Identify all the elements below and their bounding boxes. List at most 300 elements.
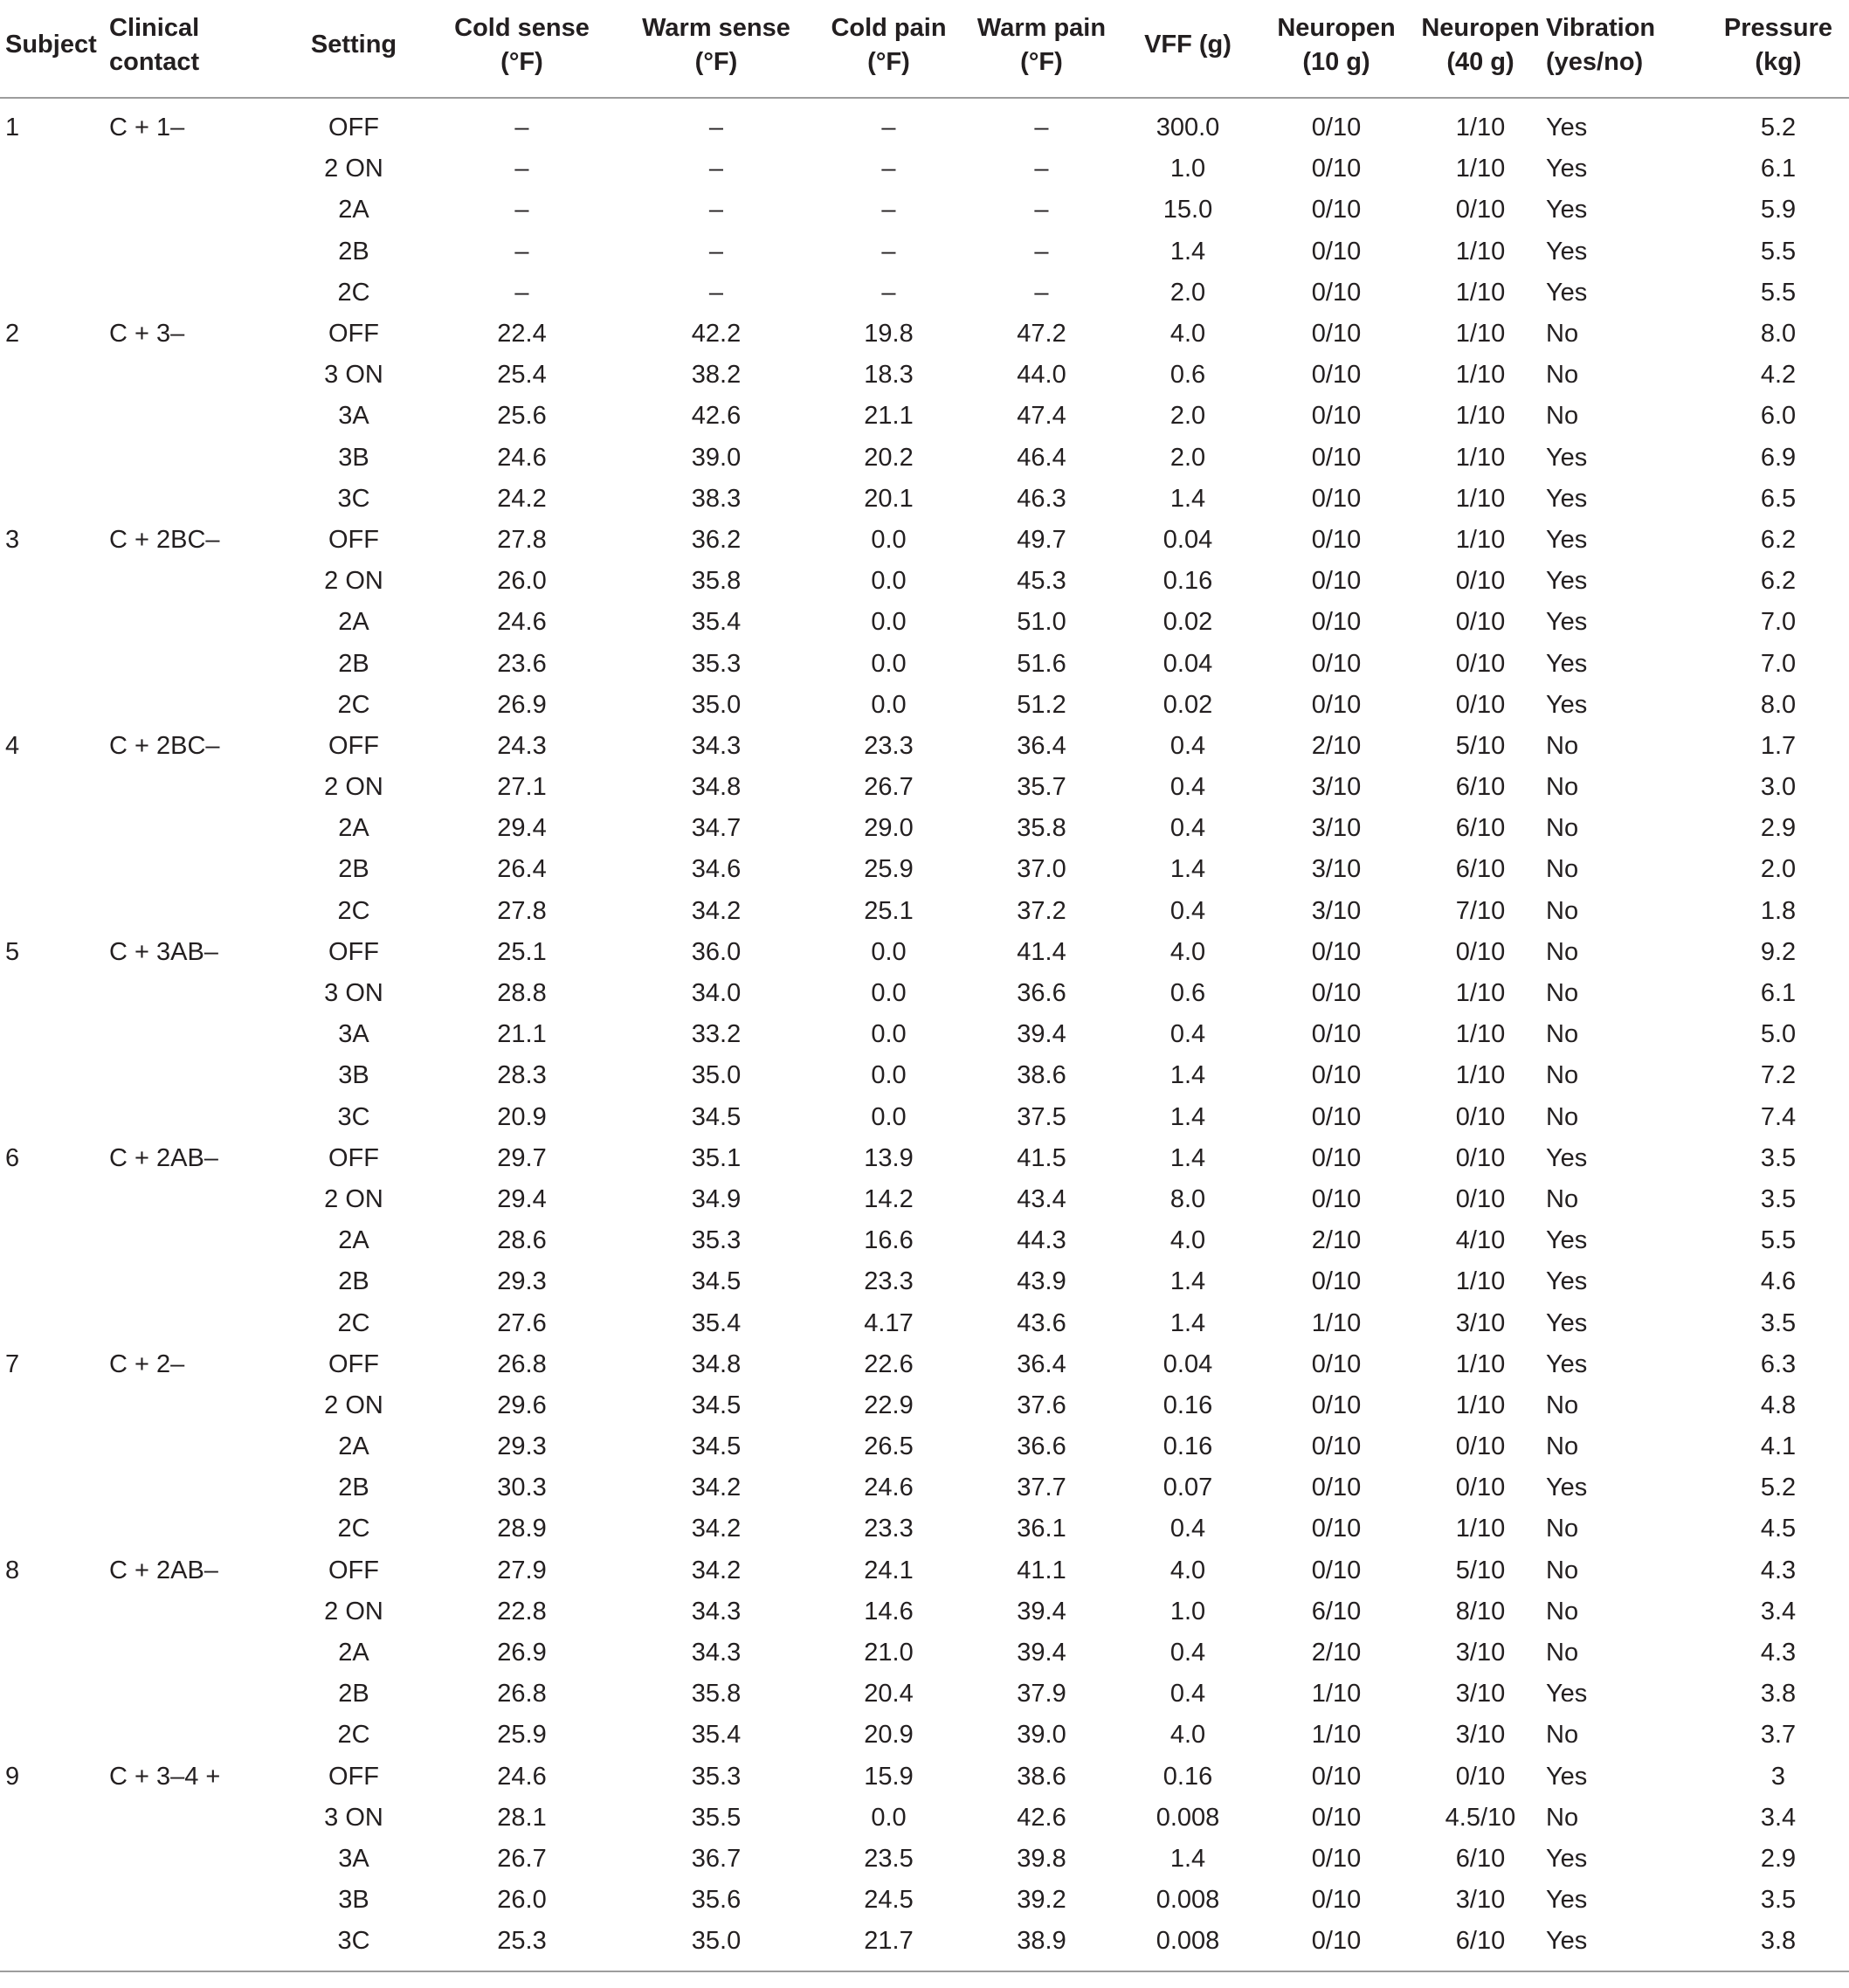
cell-subject [0,1302,109,1343]
cell-vibration: Yes [1546,484,1588,513]
cell-clinical-contact [109,1467,284,1508]
cell-clinical-contact [109,1880,284,1921]
cell-cold-pain: 0.0 [871,608,907,637]
cell-cold-pain: 20.4 [864,1680,914,1708]
cell-setting: 2C [337,1308,370,1337]
cell-warm-sense: 34.8 [691,773,742,802]
cell-cold-sense: 28.9 [497,1515,547,1543]
cell-subject [0,231,109,273]
cell-warm-sense: 34.5 [691,1432,742,1461]
cell-vff: 1.4 [1169,484,1206,513]
cell-cold-pain: 0.0 [871,979,907,1008]
cell-vff: 0.008 [1156,1886,1220,1915]
cell-cold-sense: 24.6 [497,608,547,637]
cell-setting: OFF [328,731,379,760]
cell-vibration: No [1546,1556,1579,1584]
cell-warm-pain: 43.6 [1017,1308,1066,1337]
cell-warm-sense: 35.3 [691,1762,742,1791]
table-row [0,1261,1849,1302]
cell-clinical-contact [109,808,284,849]
cell-vff: 0.4 [1169,1639,1206,1667]
cell-vibration: No [1546,320,1579,349]
cell-subject: 3 [5,525,20,554]
cell-neuropen-10g: 1/10 [1311,1680,1362,1708]
table-row [0,1550,1849,1591]
cell-cold-pain: 29.0 [864,814,914,843]
cell-neuropen-40g: 1/10 [1455,237,1506,266]
cell-warm-sense: 35.5 [691,1803,742,1832]
cell-neuropen-10g: 0/10 [1311,1267,1362,1296]
cell-neuropen-40g: 3/10 [1455,1721,1506,1750]
cell-setting: 2B [338,855,369,884]
cell-cold-sense: – [514,196,529,224]
table-row [0,1467,1849,1508]
cell-neuropen-10g: 0/10 [1311,608,1362,637]
cell-clinical-contact [109,1302,284,1343]
cell-warm-sense: 35.0 [691,1061,742,1090]
cell-clinical-contact [109,1179,284,1220]
cell-neuropen-40g: 5/10 [1455,731,1506,760]
cell-vibration: No [1546,1432,1579,1461]
cell-warm-pain: 35.7 [1017,773,1066,802]
cell-neuropen-10g: 0/10 [1311,1349,1362,1378]
cell-warm-pain: 38.6 [1017,1762,1066,1791]
cell-pressure: 6.2 [1760,567,1797,596]
cell-vff: 0.16 [1163,1432,1213,1461]
table-row [0,1138,1849,1179]
cell-neuropen-40g: 1/10 [1455,155,1506,183]
cell-neuropen-40g: 1/10 [1455,979,1506,1008]
table-row [0,1757,1849,1798]
cell-clinical-contact [109,1591,284,1633]
cell-cold-pain: 18.3 [864,361,914,390]
cell-cold-sense: 29.3 [497,1432,547,1461]
cell-neuropen-40g: 0/10 [1455,608,1506,637]
cell-neuropen-40g: 4/10 [1455,1226,1506,1255]
cell-warm-pain: 37.6 [1017,1391,1066,1419]
cell-cold-pain: 0.0 [871,937,907,966]
cell-cold-sense: 21.1 [497,1020,547,1049]
table-row [0,643,1849,684]
cell-setting: 3 ON [324,1803,383,1832]
cell-subject [0,1715,109,1756]
cell-vibration: Yes [1546,690,1588,719]
cell-neuropen-40g: 6/10 [1455,855,1506,884]
cell-cold-pain: 22.6 [864,1349,914,1378]
cell-warm-pain: 36.6 [1017,979,1066,1008]
header-vibration [1546,0,1708,98]
cell-neuropen-10g: 0/10 [1311,1762,1362,1791]
cell-cold-pain: 0.0 [871,567,907,596]
cell-warm-sense: 35.3 [691,649,742,678]
cell-vff: 0.008 [1156,1803,1220,1832]
cell-warm-pain: 36.1 [1017,1515,1066,1543]
cell-neuropen-10g: 3/10 [1311,814,1362,843]
cell-vibration: Yes [1546,1680,1588,1708]
cell-pressure: 5.2 [1760,114,1797,142]
cell-vff: 15.0 [1163,196,1213,224]
cell-clinical-contact [109,1921,284,1971]
cell-pressure: 7.0 [1760,608,1797,637]
cell-neuropen-10g: 3/10 [1311,896,1362,925]
cell-pressure: 5.5 [1760,278,1797,307]
cell-warm-sense: 35.4 [691,608,742,637]
cell-warm-pain: 37.9 [1017,1680,1066,1708]
cell-setting: 2C [337,896,370,925]
cell-vff: 0.4 [1169,1515,1206,1543]
cell-cold-pain: 0.0 [871,649,907,678]
cell-subject [0,1261,109,1302]
cell-warm-sense: 34.3 [691,1597,742,1626]
cell-subject [0,1880,109,1921]
cell-setting: OFF [328,525,379,554]
cell-subject [0,808,109,849]
cell-cold-pain: 25.1 [864,896,914,925]
table-row [0,1179,1849,1220]
cell-vibration: No [1546,731,1579,760]
cell-neuropen-10g: 0/10 [1311,1474,1362,1502]
cell-vff: 0.4 [1169,731,1206,760]
cell-warm-pain: 37.0 [1017,855,1066,884]
cell-cold-sense: 29.4 [497,814,547,843]
cell-neuropen-40g: 1/10 [1455,484,1506,513]
cell-warm-sense: – [708,237,724,266]
cell-warm-pain: 45.3 [1017,567,1066,596]
cell-neuropen-40g: 6/10 [1415,1921,1546,1971]
cell-clinical-contact [109,1674,284,1715]
cell-subject [0,685,109,726]
cell-neuropen-40g: 3/10 [1455,1639,1506,1667]
header-vibration-line: (yes/no) [1546,47,1644,76]
cell-pressure: 3 [1770,1762,1786,1791]
cell-warm-pain: 39.2 [1017,1886,1066,1915]
cell-cold-sense: 24.2 [497,484,547,513]
cell-warm-sense: 35.0 [620,1921,812,1971]
cell-warm-sense: 34.2 [691,896,742,925]
cell-setting: 3B [338,1061,369,1090]
cell-pressure: 5.5 [1760,1226,1797,1255]
cell-cold-sense: 26.9 [497,1639,547,1667]
cell-pressure: 4.1 [1760,1432,1797,1461]
cell-subject [0,1633,109,1674]
cell-pressure: 3.5 [1760,1308,1797,1337]
cell-subject [0,1674,109,1715]
cell-warm-sense: 35.4 [691,1721,742,1750]
cell-vibration: No [1546,1639,1579,1667]
cell-pressure: 2.9 [1760,814,1797,843]
cell-warm-sense: 34.2 [691,1474,742,1502]
cell-warm-sense: – [708,278,724,307]
cell-cold-sense: 29.7 [497,1143,547,1172]
cell-vibration: Yes [1546,1844,1588,1873]
cell-neuropen-40g: 0/10 [1455,1102,1506,1131]
cell-warm-pain: 39.0 [1017,1721,1066,1750]
cell-cold-pain: – [881,114,896,142]
cell-warm-sense: 38.3 [691,484,742,513]
cell-pressure: 3.8 [1708,1921,1849,1971]
header-vff-line: VFF (g) [1144,31,1232,59]
cell-subject [0,1798,109,1839]
cell-cold-sense: 27.9 [497,1556,547,1584]
table-row [0,891,1849,932]
cell-cold-pain: 26.5 [864,1432,914,1461]
header-setting-line: Setting [310,31,397,59]
cell-neuropen-10g: 0/10 [1311,196,1362,224]
header-warm-sense-line: Warm sense [642,13,790,42]
cell-neuropen-10g: 0/10 [1311,114,1362,142]
cell-subject [0,1508,109,1550]
cell-neuropen-40g: 1/10 [1455,402,1506,431]
cell-clinical-contact [109,1261,284,1302]
cell-cold-sense: 26.0 [497,567,547,596]
cell-cold-sense: – [514,278,529,307]
cell-vff: 0.4 [1169,773,1206,802]
cell-vff: 1.4 [1169,237,1206,266]
cell-vff: 0.04 [1163,525,1213,554]
cell-cold-pain: 21.7 [812,1921,965,1971]
cell-cold-pain: 24.6 [864,1474,914,1502]
cell-clinical-contact: C + 3– [109,320,185,349]
cell-setting: 3A [338,402,369,431]
cell-setting: 3C [337,1102,370,1131]
cell-neuropen-10g: 3/10 [1311,773,1362,802]
cell-neuropen-40g: 0/10 [1455,690,1506,719]
cell-cold-sense: 26.9 [497,690,547,719]
cell-neuropen-10g: 0/10 [1311,155,1362,183]
cell-warm-pain: – [1034,278,1049,307]
cell-neuropen-40g: 1/10 [1455,1349,1506,1378]
cell-warm-pain: 51.2 [1017,690,1066,719]
cell-pressure: 5.9 [1760,196,1797,224]
cell-setting: 2 ON [324,567,383,596]
cell-cold-pain: – [881,278,896,307]
cell-subject [0,1220,109,1261]
cell-cold-pain: 0.0 [871,1803,907,1832]
cell-vff: 0.6 [1169,361,1206,390]
cell-subject [0,1179,109,1220]
cell-neuropen-10g: 0/10 [1311,567,1362,596]
cell-neuropen-40g: 3/10 [1455,1886,1506,1915]
cell-setting: 2C [337,1515,370,1543]
cell-neuropen-10g: 0/10 [1311,237,1362,266]
header-setting [284,0,424,98]
cell-subject [0,1014,109,1055]
cell-setting: 2 ON [324,1184,383,1213]
cell-neuropen-10g: 0/10 [1311,1844,1362,1873]
cell-vibration: No [1546,1803,1579,1832]
table-row [0,1344,1849,1385]
header-pressure-line: (kg) [1755,47,1802,76]
cell-vff: 1.0 [1169,1597,1206,1626]
cell-cold-sense: 20.9 [497,1102,547,1131]
cell-cold-sense: 27.6 [497,1308,547,1337]
cell-pressure: 2.0 [1760,855,1797,884]
cell-warm-pain: 43.4 [1017,1184,1066,1213]
cell-subject: 5 [5,937,20,966]
cell-neuropen-40g: 1/10 [1455,1391,1506,1419]
cell-pressure: 4.2 [1760,361,1797,390]
cell-warm-sense: 36.7 [691,1844,742,1873]
cell-vff: 0.4 [1169,814,1206,843]
cell-setting: 2C [337,1721,370,1750]
cell-vibration: No [1546,1102,1579,1131]
cell-neuropen-10g: 0/10 [1311,1803,1362,1832]
cell-warm-sense: 42.2 [691,320,742,349]
cell-neuropen-10g: 3/10 [1311,855,1362,884]
table-row [0,1633,1849,1674]
header-clinical-contact-line: Clinical [109,13,200,42]
cell-neuropen-10g: 0/10 [1311,937,1362,966]
cell-vff: 0.04 [1163,649,1213,678]
cell-vff: 0.4 [1169,1020,1206,1049]
cell-neuropen-10g: 0/10 [1311,402,1362,431]
cell-cold-pain: 23.3 [864,1515,914,1543]
cell-neuropen-10g: 0/10 [1311,1184,1362,1213]
table-row [0,1220,1849,1261]
header-warm-pain-line: (°F) [1020,47,1063,76]
cell-pressure: 4.3 [1760,1639,1797,1667]
cell-setting: OFF [328,937,379,966]
cell-warm-pain: 37.5 [1017,1102,1066,1131]
cell-neuropen-10g: 2/10 [1311,1226,1362,1255]
cell-warm-pain: 51.0 [1017,608,1066,637]
cell-setting: 3 ON [324,361,383,390]
cell-vibration: Yes [1546,608,1588,637]
cell-warm-pain: 37.2 [1017,896,1066,925]
cell-pressure: 3.4 [1760,1803,1797,1832]
cell-vibration: Yes [1546,1886,1588,1915]
cell-clinical-contact [109,643,284,684]
cell-cold-sense: 23.6 [497,649,547,678]
cell-warm-sense: 34.6 [691,855,742,884]
cell-warm-pain: 49.7 [1017,525,1066,554]
cell-cold-pain: 19.8 [864,320,914,349]
cell-neuropen-10g: 1/10 [1311,1721,1362,1750]
cell-warm-sense: – [708,155,724,183]
header-neuropen-10g [1258,0,1415,98]
header-pressure-line: Pressure [1723,13,1833,42]
cell-subject [0,849,109,890]
cell-warm-pain: 39.4 [1017,1597,1066,1626]
cell-neuropen-10g: 1/10 [1311,1308,1362,1337]
cell-vff: 0.6 [1169,979,1206,1008]
cell-neuropen-10g: 6/10 [1311,1597,1362,1626]
cell-cold-pain: 15.9 [864,1762,914,1791]
cell-clinical-contact [109,973,284,1014]
cell-cold-sense: 25.3 [424,1921,620,1971]
cell-vibration: Yes [1546,278,1588,307]
cell-vff: 1.4 [1169,1267,1206,1296]
cell-vff: 4.0 [1169,937,1206,966]
cell-pressure: 7.0 [1760,649,1797,678]
cell-setting: 2 ON [324,1597,383,1626]
cell-setting: 3B [338,1886,369,1915]
cell-vff: 1.4 [1169,1308,1206,1337]
cell-pressure: 8.0 [1760,690,1797,719]
cell-neuropen-10g: 0/10 [1311,1515,1362,1543]
cell-setting: 2C [337,690,370,719]
cell-vibration: Yes [1546,525,1588,554]
cell-vibration: No [1546,1597,1579,1626]
cell-pressure: 6.0 [1760,402,1797,431]
cell-setting: 2A [338,1639,369,1667]
cell-neuropen-40g: 0/10 [1455,1762,1506,1791]
cell-vff: 4.0 [1169,1721,1206,1750]
cell-setting: OFF [328,1762,379,1791]
cell-clinical-contact: C + 2– [109,1349,185,1378]
cell-pressure: 3.5 [1760,1184,1797,1213]
cell-cold-pain: 0.0 [871,690,907,719]
cell-pressure: 3.5 [1760,1886,1797,1915]
cell-warm-sense: 34.7 [691,814,742,843]
cell-warm-pain: 36.4 [1017,731,1066,760]
header-neuropen-40g-line: Neuropen [1421,13,1540,42]
cell-setting: 3A [338,1844,369,1873]
cell-neuropen-40g: 1/10 [1455,443,1506,472]
cell-vibration: No [1546,937,1579,966]
cell-neuropen-10g: 0/10 [1311,361,1362,390]
cell-warm-sense: 34.3 [691,731,742,760]
table-row [0,1302,1849,1343]
header-clinical-contact-line: contact [109,47,200,76]
cell-clinical-contact [109,1839,284,1880]
cell-vff: 8.0 [1169,1184,1206,1213]
cell-cold-sense: 24.6 [497,443,547,472]
cell-vff: 4.0 [1169,320,1206,349]
cell-setting: 2A [338,608,369,637]
cell-cold-sense: 27.8 [497,525,547,554]
cell-clinical-contact [109,231,284,273]
cell-subject: 7 [5,1349,20,1378]
cell-pressure: 5.0 [1760,1020,1797,1049]
cell-vibration: Yes [1546,1921,1708,1971]
cell-subject [0,1467,109,1508]
cell-pressure: 7.4 [1760,1102,1797,1131]
cell-warm-sense: – [708,114,724,142]
table-row [0,1591,1849,1633]
cell-neuropen-40g: 1/10 [1455,114,1506,142]
cell-setting: 3B [338,443,369,472]
cell-vibration: No [1546,1515,1579,1543]
cell-cold-sense: 26.0 [497,1886,547,1915]
cell-vibration: No [1546,402,1579,431]
header-cold-pain-line: Cold pain [831,13,947,42]
header-subject [0,0,109,98]
cell-subject: 1 [5,114,20,142]
cell-pressure: 4.5 [1760,1515,1797,1543]
cell-subject: 6 [5,1143,20,1172]
cell-clinical-contact [109,1220,284,1261]
cell-warm-pain: 41.5 [1017,1143,1066,1172]
cell-cold-pain: 23.5 [864,1844,914,1873]
cell-cold-sense: – [514,237,529,266]
cell-cold-pain: 16.6 [864,1226,914,1255]
cell-neuropen-40g: 8/10 [1455,1597,1506,1626]
cell-vff: 0.4 [1169,896,1206,925]
cell-cold-pain: 23.3 [864,1267,914,1296]
cell-neuropen-10g: 0/10 [1311,1020,1362,1049]
table-row [0,726,1849,767]
cell-pressure: 1.8 [1760,896,1797,925]
cell-setting: 2B [338,1267,369,1296]
cell-vibration: Yes [1546,1267,1588,1296]
cell-neuropen-10g: 0/10 [1311,443,1362,472]
cell-vff: 2.0 [1169,443,1206,472]
cell-setting: 2 ON [324,1391,383,1419]
cell-neuropen-40g: 0/10 [1455,196,1506,224]
cell-warm-pain: 39.4 [1017,1020,1066,1049]
cell-neuropen-40g: 1/10 [1455,525,1506,554]
